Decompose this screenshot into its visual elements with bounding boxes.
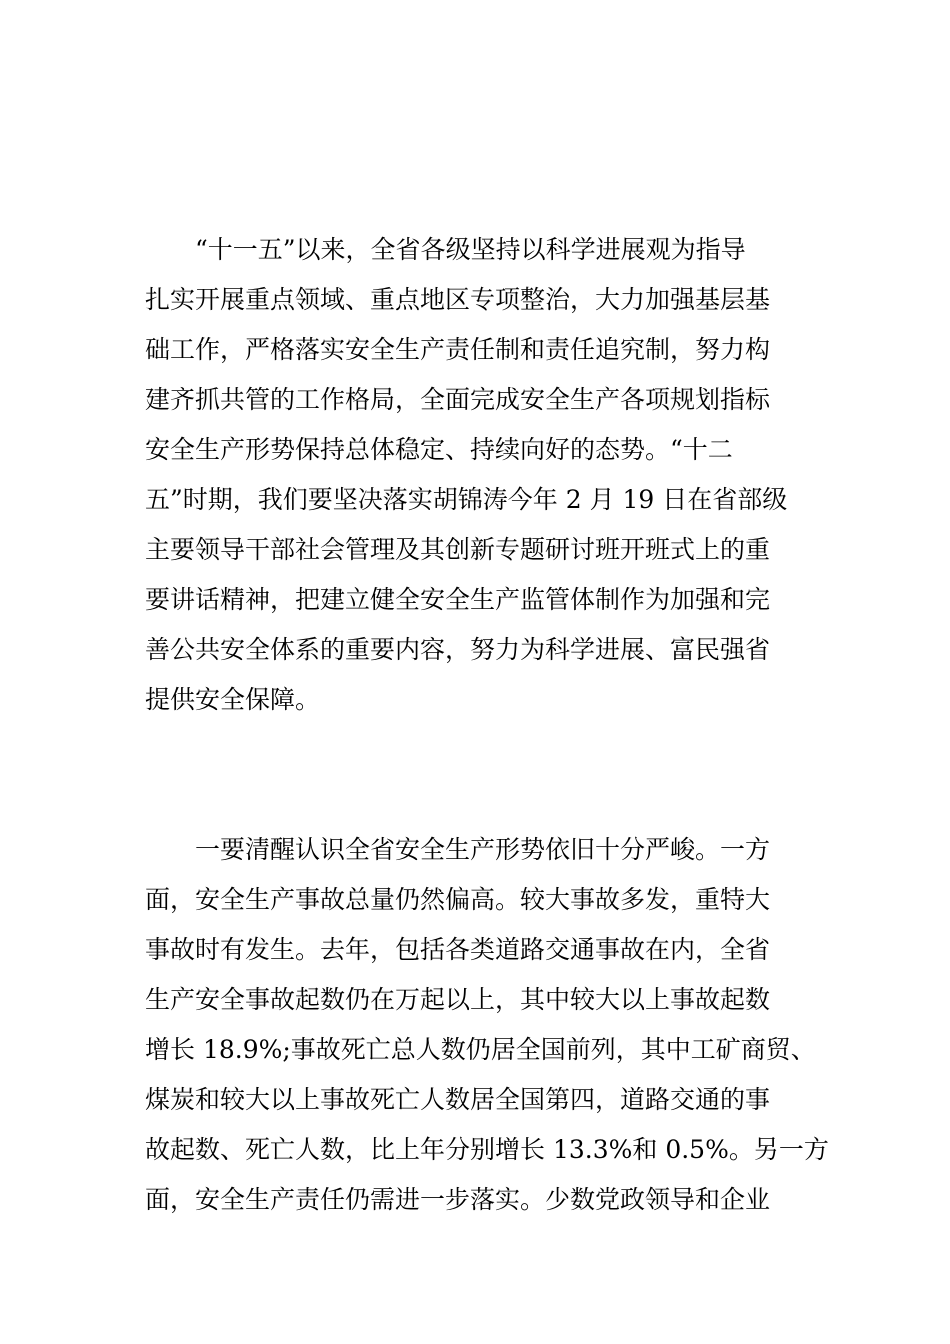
paragraph-line: 面，安全生产事故总量仍然偏高。较大事故多发，重特大 [145, 885, 771, 914]
paragraph-1 [145, 225, 815, 725]
paragraph-line: 事故时有发生。去年，包括各类道路交通事故在内，全省 [145, 935, 771, 964]
paragraph-line: 安全生产形势保持总体稳定、持续向好的态势。“十二 [145, 435, 733, 464]
paragraph-line: 生产安全事故起数仍在万起以上，其中较大以上事故起数 [145, 985, 771, 1014]
paragraph-line: 提供安全保障。 [145, 685, 321, 714]
paragraph-line: 建齐抓共管的工作格局，全面完成安全生产各项规划指标 [145, 385, 771, 414]
paragraph-line: 故起数、死亡人数，比上年分别增长 13.3%和 0.5%。另一方 [145, 1135, 829, 1164]
paragraph-line: 础工作，严格落实安全生产责任制和责任追究制，努力构 [145, 335, 771, 364]
paragraph-line: 善公共安全体系的重要内容，努力为科学进展、富民强省 [145, 635, 771, 664]
paragraph-line: “十一五”以来，全省各级坚持以科学进展观为指导 [145, 235, 746, 264]
paragraph-line: 主要领导干部社会管理及其创新专题研讨班开班式上的重 [145, 535, 771, 564]
paragraph-line: 要讲话精神，把建立健全安全生产监管体制作为加强和完 [145, 585, 771, 614]
paragraph-line: 增长 18.9%;事故死亡总人数仍居全国前列，其中工矿商贸、 [145, 1035, 816, 1064]
paragraph-line: 煤炭和较大以上事故死亡人数居全国第四，道路交通的事 [145, 1085, 771, 1114]
paragraph-2 [145, 825, 829, 1225]
paragraph-line: 面，安全生产责任仍需进一步落实。少数党政领导和企业 [145, 1185, 771, 1214]
paragraph-line: 一要清醒认识全省安全生产形势依旧十分严峻。一方 [145, 835, 771, 864]
paragraph-line: 扎实开展重点领域、重点地区专项整治，大力加强基层基 [145, 285, 771, 314]
paragraph-line: 五”时期，我们要坚决落实胡锦涛今年 2 月 19 日在省部级 [145, 485, 788, 514]
